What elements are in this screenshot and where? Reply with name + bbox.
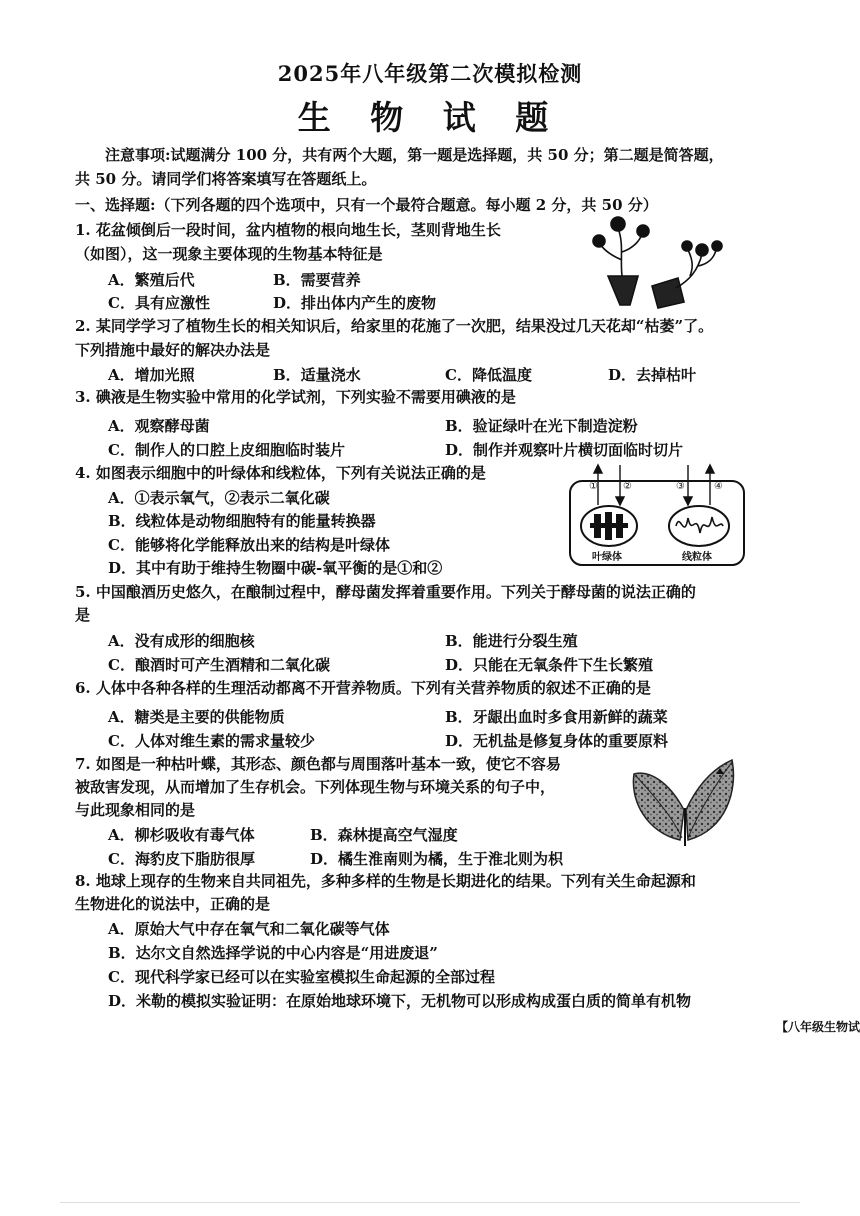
question-2-option-d: D．去掉枯叶 [608, 366, 697, 384]
question-6-option-d: D．无机盐是修复身体的重要原料 [445, 732, 669, 750]
chloroplast-label: 叶绿体 [592, 552, 622, 563]
question-3-option-b: B．验证绿叶在光下制造淀粉 [445, 417, 638, 435]
question-4-option-b: B．线粒体是动物细胞特有的能量转换器 [108, 512, 376, 530]
question-6-option-c: C．人体对维生素的需求量较少 [108, 732, 315, 750]
subject-title: 生 物 试 题 [297, 98, 563, 137]
chloroplast-mitochondria-figure [568, 463, 748, 568]
question-7-option-c: C．海豹皮下脂肪很厚 [108, 850, 255, 868]
question-4-option-c: C．能够将化学能释放出来的结构是叶绿体 [108, 536, 390, 554]
question-7-option-a: A．柳杉吸收有毒气体 [108, 826, 255, 844]
notice-line-1: 注意事项:试题满分 100 分，共有两个大题，第一题是选择题，共 50 分；第二题是简答题， [105, 146, 724, 164]
question-3-option-c: C．制作人的口腔上皮细胞临时装片 [108, 441, 345, 459]
question-7-option-d: D．橘生淮南则为橘，生于淮北则为枳 [310, 850, 564, 868]
tipped-flowerpot-figure [580, 210, 730, 310]
question-1-option-c: C．具有应激性 [108, 294, 210, 312]
question-5-option-a: A．没有成形的细胞核 [108, 632, 255, 650]
question-5-line-2: 是 [75, 606, 91, 624]
question-5-line-1: 5. 中国酿酒历史悠久，在酿制过程中，酵母菌发挥着重要作用。下列关于酵母菌的说法正确的 [75, 583, 696, 601]
page-title: 2025年八年级第二次模拟检测 [277, 61, 583, 86]
question-5-option-b: B．能进行分裂生殖 [445, 632, 578, 650]
question-8-option-c: C．现代科学家已经可以在实验室模拟生命起源的全部过程 [108, 968, 495, 986]
question-5-option-c: C．酿酒时可产生酒精和二氧化碳 [108, 656, 330, 674]
question-2-option-b: B．适量浇水 [273, 366, 361, 384]
dead-leaf-butterfly-figure [628, 750, 740, 850]
question-5-option-d: D．只能在无氧条件下生长繁殖 [445, 656, 654, 674]
question-8-line-1: 8. 地球上现存的生物来自共同祖先，多种多样的生物是长期进化的结果。下列有关生命起源和 [75, 872, 696, 890]
arrow-label-3: ③ [676, 481, 685, 492]
question-3-option-d: D．制作并观察叶片横切面临时切片 [445, 441, 684, 459]
question-8-option-d: D．米勒的模拟实验证明：在原始地球环境下，无机物可以形成构成蛋白质的简单有机物 [108, 992, 692, 1010]
question-2-option-a: A．增加光照 [108, 366, 195, 384]
question-2-option-c: C．降低温度 [445, 366, 532, 384]
notice-line-2: 共 50 分。请同学们将答案填写在答题纸上。 [75, 170, 377, 188]
question-8-option-a: A．原始大气中存在氧气和二氧化碳等气体 [108, 920, 390, 938]
question-6-option-b: B．牙龈出血时多食用新鲜的蔬菜 [445, 708, 668, 726]
question-1-line-1: 1. 花盆倾倒后一段时间，盆内植物的根向地生长，茎则背地生长 [75, 221, 501, 239]
question-4-option-d: D．其中有助于维持生物圈中碳-氧平衡的是①和② [108, 559, 443, 577]
question-1-option-b: B．需要营养 [273, 271, 361, 289]
question-1-line-2: （如图），这一现象主要体现的生物基本特征是 [75, 245, 383, 263]
question-4-line-1: 4. 如图表示细胞中的叶绿体和线粒体，下列有关说法正确的是 [75, 464, 486, 482]
question-7-line-1: 7. 如图是一种枯叶蝶，其形态、颜色都与周围落叶基本一致，使它不容易 [75, 755, 561, 773]
question-8-line-2: 生物进化的说法中，正确的是 [75, 895, 271, 913]
question-1-option-a: A．繁殖后代 [108, 271, 195, 289]
question-6-option-a: A．糖类是主要的供能物质 [108, 708, 285, 726]
question-2-line-1: 2. 某同学学习了植物生长的相关知识后，给家里的花施了一次肥，结果没过几天花却“枯萎”了。 [75, 317, 714, 335]
arrow-label-4: ④ [714, 481, 723, 492]
mitochondria-label: 线粒体 [682, 552, 712, 563]
question-7-line-3: 与此现象相同的是 [75, 801, 196, 819]
question-6-line-1: 6. 人体中各种各样的生理活动都离不开营养物质。下列有关营养物质的叙述不正确的是 [75, 679, 651, 697]
section-heading: 一、选择题:（下列各题的四个选项中，只有一个最符合题意。每小题 2 分，共 50 分） [75, 196, 658, 214]
page-bottom-rule [60, 1202, 800, 1203]
question-2-line-2: 下列措施中最好的解决办法是 [75, 341, 271, 359]
question-7-option-b: B．森林提高空气湿度 [310, 826, 458, 844]
question-3-line-1: 3. 碘液是生物实验中常用的化学试剂，下列实验不需要用碘液的是 [75, 388, 516, 406]
arrow-label-2: ② [623, 481, 632, 492]
question-3-option-a: A．观察酵母菌 [108, 417, 210, 435]
question-4-option-a: A．①表示氧气，②表示二氧化碳 [108, 489, 330, 507]
question-1-option-d: D．排出体内产生的废物 [273, 294, 437, 312]
question-7-line-2: 被敌害发现，从而增加了生存机会。下列体现生物与环境关系的句子中， [75, 778, 556, 796]
question-8-option-b: B．达尔文自然选择学说的中心内容是“用进废退” [108, 944, 438, 962]
page-footer: 【八年级生物试 [775, 1020, 860, 1034]
arrow-label-1: ① [589, 481, 598, 492]
